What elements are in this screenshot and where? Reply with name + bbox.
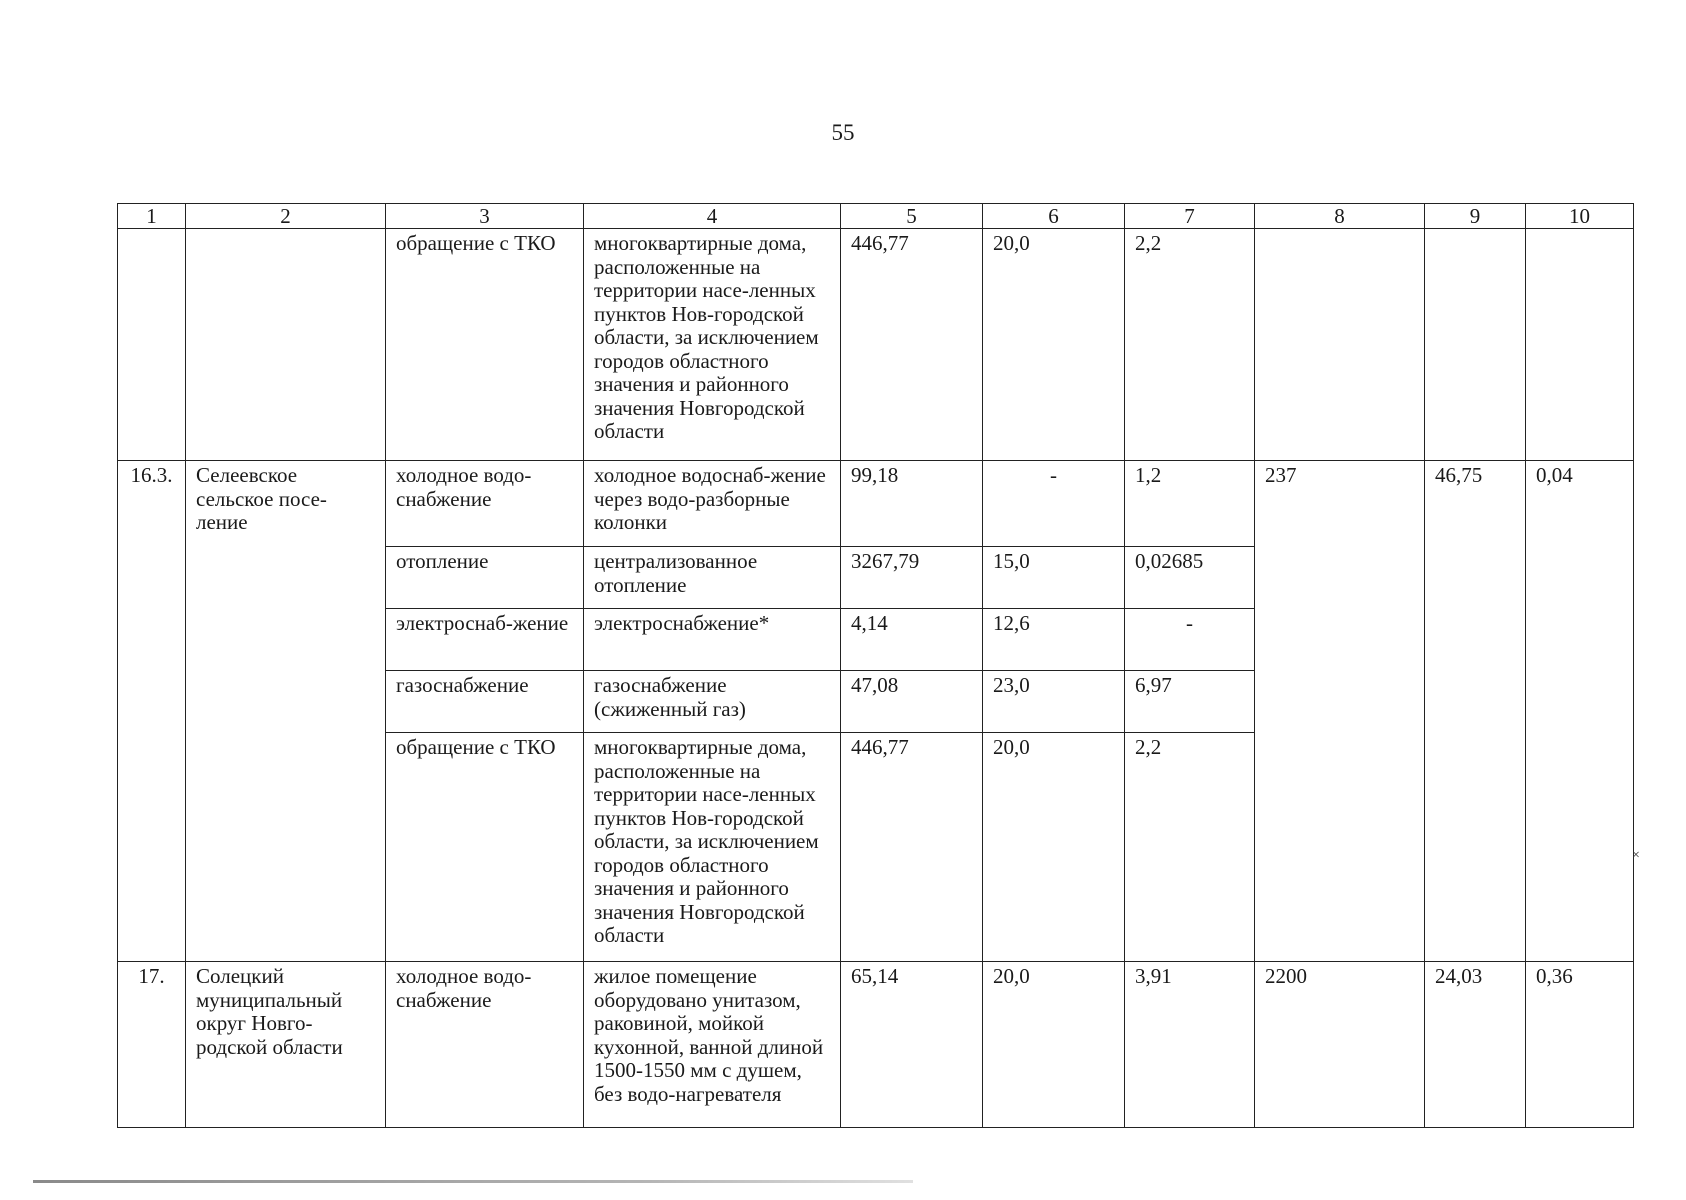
description-cell: централизованное отопление <box>584 547 841 609</box>
value-cell-5: 47,08 <box>841 671 983 733</box>
description-cell: газоснабжение (сжиженный газ) <box>584 671 841 733</box>
value-cell-10: 0,36 <box>1526 962 1634 1128</box>
value-cell-10: 0,04 <box>1526 461 1634 962</box>
description-cell: многоквартирные дома, расположенные на территории насе-ленных пунктов Нов-городской области, за исключением городов областного значения и районного значения Новгородской области <box>584 229 841 461</box>
value-cell-5: 99,18 <box>841 461 983 547</box>
header-cell: 2 <box>186 204 386 229</box>
value-cell-6: - <box>983 461 1125 547</box>
header-cell: 8 <box>1255 204 1425 229</box>
settlement-cell <box>186 229 386 461</box>
service-cell: обращение с ТКО <box>386 229 584 461</box>
value-cell-6: 20,0 <box>983 733 1125 962</box>
value-cell-6: 15,0 <box>983 547 1125 609</box>
value-cell-7: 2,2 <box>1125 733 1255 962</box>
value-cell-7: 1,2 <box>1125 461 1255 547</box>
page-number: 55 <box>831 120 855 145</box>
description-cell: электроснабжение* <box>584 609 841 671</box>
row-number-cell: 17. <box>118 962 186 1128</box>
settlement-cell: Солецкий муниципальный округ Новго-родской области <box>186 962 386 1128</box>
value-cell-6: 20,0 <box>983 962 1125 1128</box>
value-cell-7: 6,97 <box>1125 671 1255 733</box>
value-cell-5: 65,14 <box>841 962 983 1128</box>
margin-mark: × <box>1632 848 1640 863</box>
value-cell-5: 446,77 <box>841 229 983 461</box>
value-cell-8: 237 <box>1255 461 1425 962</box>
service-cell: холодное водо-снабжение <box>386 461 584 547</box>
service-cell: холодное водо-снабжение <box>386 962 584 1128</box>
service-cell: газоснабжение <box>386 671 584 733</box>
header-cell: 4 <box>584 204 841 229</box>
description-cell: многоквартирные дома, расположенные на территории насе-ленных пунктов Нов-городской области, за исключением городов областного значения и районного значения Новгородской области <box>584 733 841 962</box>
service-cell: обращение с ТКО <box>386 733 584 962</box>
header-cell: 9 <box>1425 204 1526 229</box>
description-cell: жилое помещение оборудовано унитазом, раковиной, мойкой кухонной, ванной длиной 1500-1550 мм с душем, без водо-нагревателя <box>584 962 841 1128</box>
value-cell-8 <box>1255 229 1425 461</box>
header-cell: 10 <box>1526 204 1634 229</box>
service-cell: электроснаб-жение <box>386 609 584 671</box>
scan-edge-line <box>33 1180 913 1183</box>
header-cell: 6 <box>983 204 1125 229</box>
header-cell: 5 <box>841 204 983 229</box>
row-number-cell <box>118 229 186 461</box>
header-row <box>118 204 1634 229</box>
value-cell-8: 2200 <box>1255 962 1425 1128</box>
value-cell-7: - <box>1125 609 1255 671</box>
value-cell-9: 24,03 <box>1425 962 1526 1128</box>
settlement-cell: Селеевское сельское посе-ление <box>186 461 386 962</box>
table-row <box>118 962 1634 1128</box>
table-row <box>118 229 1634 461</box>
value-cell-7: 2,2 <box>1125 229 1255 461</box>
value-cell-6: 20,0 <box>983 229 1125 461</box>
value-cell-9: 46,75 <box>1425 461 1526 962</box>
value-cell-5: 4,14 <box>841 609 983 671</box>
row-number-cell: 16.3. <box>118 461 186 962</box>
service-cell: отопление <box>386 547 584 609</box>
value-cell-5: 3267,79 <box>841 547 983 609</box>
value-cell-7: 3,91 <box>1125 962 1255 1128</box>
value-cell-7: 0,02685 <box>1125 547 1255 609</box>
value-cell-6: 23,0 <box>983 671 1125 733</box>
value-cell-5: 446,77 <box>841 733 983 962</box>
description-cell: холодное водоснаб-жение через водо-разборные колонки <box>584 461 841 547</box>
header-cell: 3 <box>386 204 584 229</box>
header-cell: 7 <box>1125 204 1255 229</box>
table-row <box>118 461 1634 547</box>
value-cell-6: 12,6 <box>983 609 1125 671</box>
header-cell: 1 <box>118 204 186 229</box>
value-cell-10 <box>1526 229 1634 461</box>
value-cell-9 <box>1425 229 1526 461</box>
tariff-table <box>117 203 1634 1128</box>
